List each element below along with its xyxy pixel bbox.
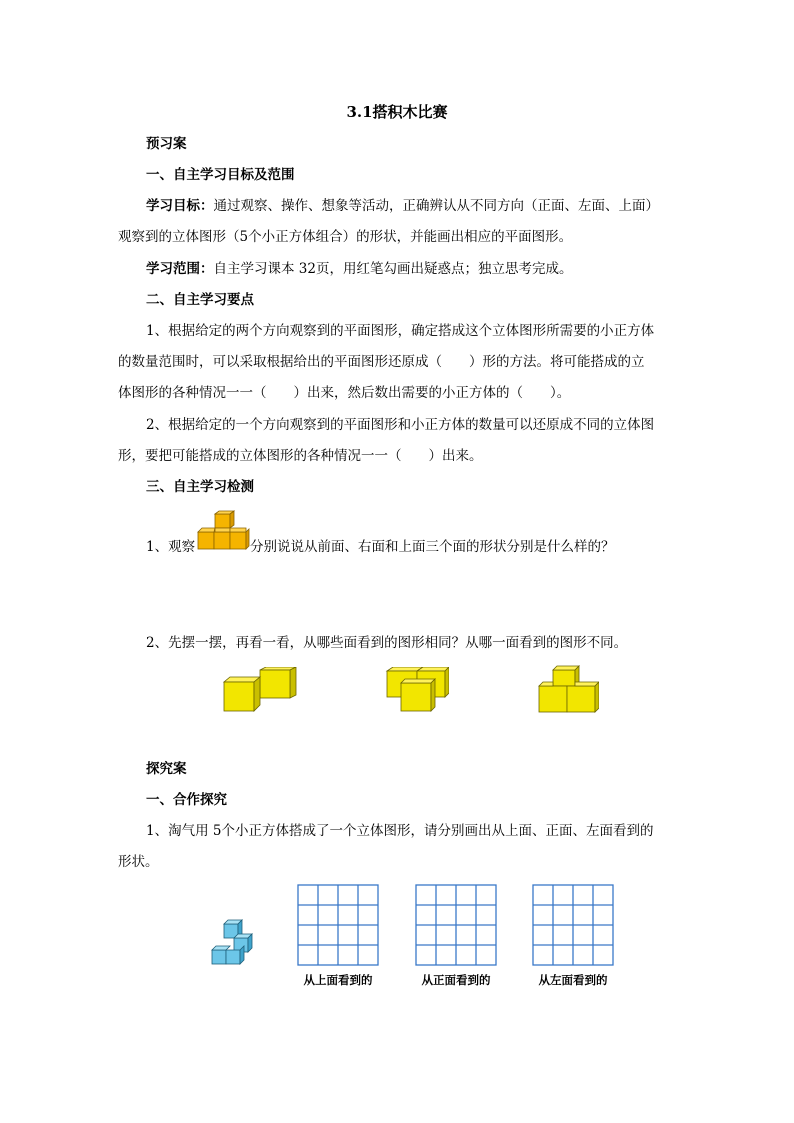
blue-cubes-figure [210, 918, 260, 968]
grid-left-view [532, 884, 614, 970]
grid-front-view [415, 884, 497, 970]
keypoint-2-line-1: 2、根据给定的一个方向观察到的平面图形和小正方体的数量可以还原成不同的立体图 [146, 417, 655, 433]
explore-q1-line-1: 1、淘气用 5个小正方体搭成了一个立体图形，请分别画出从上面、正面、左面看到的 [146, 823, 654, 839]
grid-top-view [297, 884, 379, 970]
caption-top-view: 从上面看到的 [303, 973, 373, 987]
section-check-heading: 三、自主学习检测 [146, 479, 254, 495]
keypoint-1-line-3: 体图形的各种情况一一（ ）出来，然后数出需要的小正方体的（ ）。 [118, 385, 571, 401]
goal-line-2: 观察到的立体图形（5个小正方体组合）的形状，并能画出相应的平面图形。 [118, 229, 573, 245]
goal-label: 学习目标： [146, 198, 214, 214]
section-goals-heading: 一、自主学习目标及范围 [146, 167, 295, 183]
check-q2-text: 2、先摆一摆，再看一看，从哪些面看到的图形相同？从哪一面看到的图形不同。 [146, 635, 628, 651]
page-title: 3.1搭积木比赛 [346, 103, 448, 121]
caption-front-view: 从正面看到的 [421, 973, 491, 987]
check-q1-text: 分别说说从前面、右面和上面三个面的形状分别是什么样的？ [250, 539, 615, 555]
caption-left-view: 从左面看到的 [538, 973, 608, 987]
section-cooperate-heading: 一、合作探究 [146, 792, 227, 808]
scope-text: 自主学习课本 32页，用红笔勾画出疑惑点；独立思考完成。 [213, 261, 573, 277]
keypoint-1-line-2: 的数量范围时，可以采取根据给出的平面图形还原成（ ）形的方法。将可能搭成的立 [118, 354, 645, 370]
yellow-cubes-figure-2 [383, 667, 449, 713]
goal-line-1 [146, 197, 659, 215]
goal-text-1: 通过观察、操作、想象等活动，正确辨认从不同方向（正面、左面、上面） [213, 198, 659, 214]
section-keypoints-heading: 二、自主学习要点 [146, 292, 254, 308]
yellow-cubes-figure-1 [220, 667, 300, 713]
keypoint-2-line-2: 形，要把可能搭成的立体图形的各种情况一一（ ）出来。 [118, 448, 483, 464]
explore-q1-line-2: 形状。 [118, 854, 159, 870]
scope-label: 学习范围： [146, 261, 214, 277]
preview-heading: 预习案 [146, 136, 187, 152]
check-q1-prefix: 1、观察 [146, 539, 196, 555]
keypoint-1-line-1: 1、根据给定的两个方向观察到的平面图形，确定搭成这个立体图形所需要的小正方体 [146, 323, 655, 339]
explore-heading: 探究案 [146, 761, 187, 777]
scope-line [146, 260, 572, 278]
yellow-cubes-figure-3 [537, 664, 599, 714]
orange-cubes-figure [196, 510, 250, 552]
